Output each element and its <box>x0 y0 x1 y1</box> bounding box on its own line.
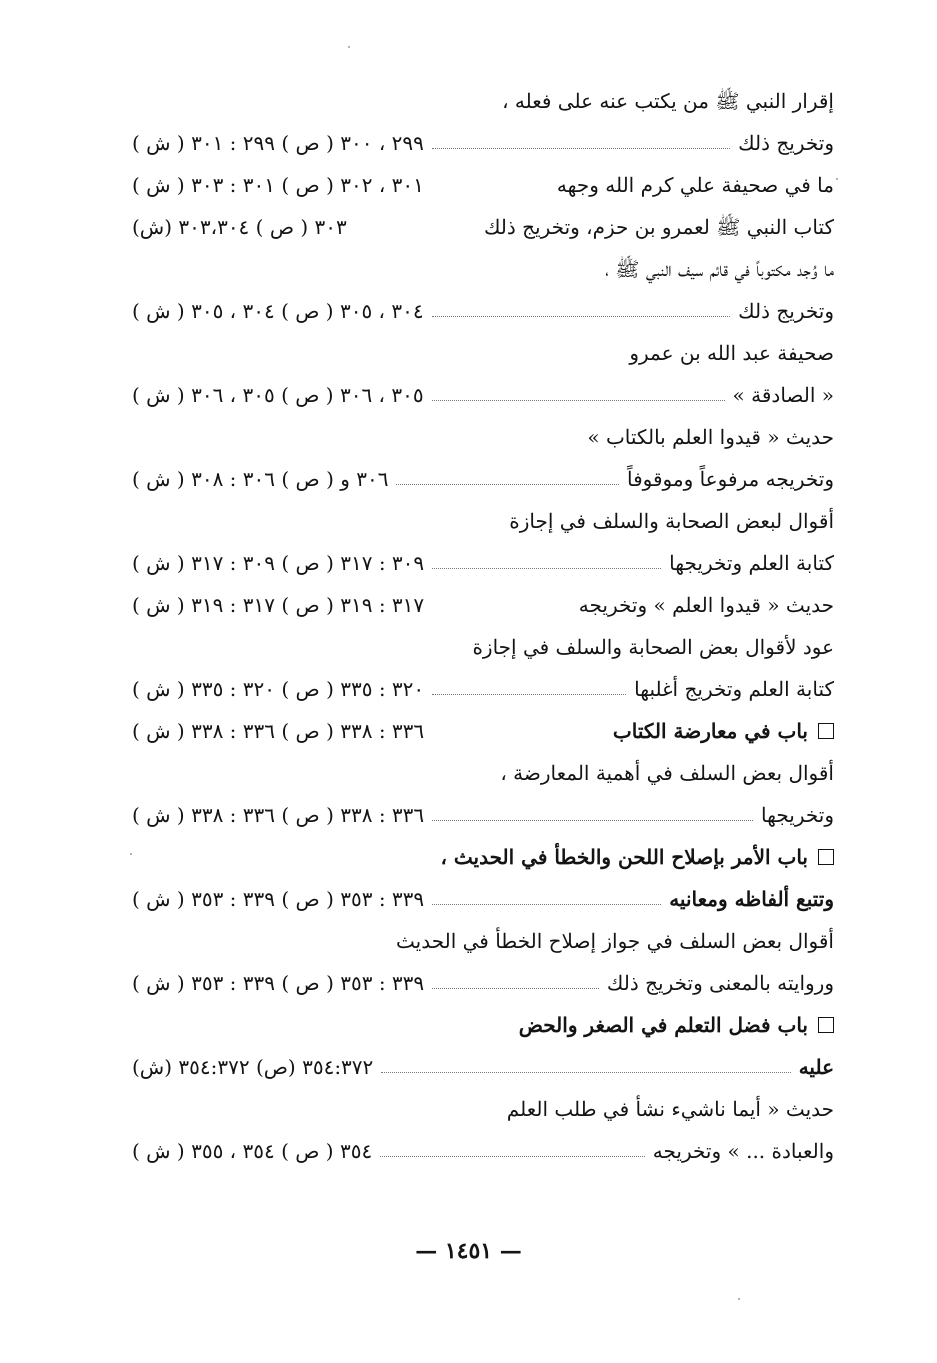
index-entry <box>132 332 834 374</box>
page-references: ٣٣٦ : ٣٣٨ ( ص ) ٣٣٦ : ٣٣٨ ( ش ) <box>132 719 425 743</box>
index-entry <box>132 920 834 962</box>
entry-title: وتخريج ذلك <box>738 131 834 155</box>
index-entry <box>132 1004 834 1046</box>
entry-title: كتاب النبي ﷺ لعمرو بن حزم، وتخريج ذلك <box>483 215 834 239</box>
entry-title: أقوال لبعض الصحابة والسلف في إجازة <box>509 509 834 533</box>
index-entry <box>132 878 834 920</box>
index-entry <box>132 1046 834 1088</box>
entry-title: عليه <box>798 1055 834 1079</box>
scan-speck <box>836 178 838 180</box>
entry-title: وتخريجه مرفوعاً وموقوفاً <box>626 467 834 491</box>
scan-speck <box>348 46 350 48</box>
index-entry <box>132 80 834 122</box>
page-references: ٣٣٩ : ٣٥٣ ( ص ) ٣٣٩ : ٣٥٣ ( ش ) <box>132 971 425 995</box>
entry-title: وروايته بالمعنى وتخريج ذلك <box>606 971 834 995</box>
page-references: ٣٠٤ ، ٣٠٥ ( ص ) ٣٠٤ ، ٣٠٥ ( ش ) <box>132 299 424 323</box>
dot-leader <box>432 988 599 989</box>
index-entry <box>132 794 834 836</box>
index-entry <box>132 584 834 626</box>
page-references: ٣١٧ : ٣١٩ ( ص ) ٣١٧ : ٣١٩ ( ش ) <box>132 593 425 617</box>
dot-leader <box>432 316 731 317</box>
dot-leader <box>432 568 661 569</box>
index-entry <box>132 1088 834 1130</box>
entry-title: صحيفة عبد الله بن عمرو <box>629 341 834 365</box>
entry-title: باب فضل التعلم في الصغر والحض <box>518 1013 808 1037</box>
entry-title: « الصادقة » <box>732 383 834 407</box>
page-references: ٣٥٤ ( ص ) ٣٥٤ ، ٣٥٥ ( ش ) <box>132 1139 373 1163</box>
index-entry <box>132 1130 834 1172</box>
dot-leader <box>432 904 661 905</box>
index-entry <box>132 164 834 206</box>
index-entry <box>132 836 834 878</box>
page-references: ٣٠١ ، ٣٠٢ ( ص ) ٣٠١ : ٣٠٣ ( ش ) <box>132 173 424 197</box>
entry-title: كتابة العلم وتخريج أغلبها <box>634 677 834 701</box>
index-entry <box>132 626 834 668</box>
page-number: — ١٤٥١ — <box>415 1238 522 1264</box>
checkbox-square-icon <box>818 849 834 865</box>
dot-leader <box>432 694 626 695</box>
page-references: ٣٠٦ و ( ص ) ٣٠٦ : ٣٠٨ ( ش ) <box>132 467 389 491</box>
entry-title: وتتبع ألفاظه ومعانيه <box>669 887 834 911</box>
entry-title: باب في معارضة الكتاب <box>612 719 808 743</box>
index-entry <box>132 710 834 752</box>
index-entry <box>132 752 834 794</box>
entry-title: حديث « قيدوا العلم بالكتاب » <box>587 425 834 449</box>
page-references: ٣٠٩ : ٣١٧ ( ص ) ٣٠٩ : ٣١٧ ( ش ) <box>132 551 425 575</box>
entry-title: والعبادة ... » وتخريجه <box>652 1139 834 1163</box>
entry-title: كتابة العلم وتخريجها <box>669 551 834 575</box>
dot-leader <box>396 484 619 485</box>
entry-title: باب الأمر بإصلاح اللحن والخطأ في الحديث ، <box>440 845 808 869</box>
index-entry <box>132 290 834 332</box>
index-entry <box>132 206 834 248</box>
checkbox-square-icon <box>818 723 834 739</box>
entry-title: أقوال بعض السلف في جواز إصلاح الخطأ في الحديث <box>395 929 834 953</box>
index-entry <box>132 458 834 500</box>
dot-leader <box>432 820 753 821</box>
dot-leader <box>432 148 730 149</box>
entry-title: عود لأقوال بعض الصحابة والسلف في إجازة <box>472 635 834 659</box>
dot-leader <box>380 1156 645 1157</box>
scan-speck <box>738 1298 740 1300</box>
entry-title: وتخريج ذلك <box>738 299 834 323</box>
entry-title: حديث « أيما ناشيء نشأ في طلب العلم <box>506 1097 834 1121</box>
page-references: ٣٢٠ : ٣٣٥ ( ص ) ٣٢٠ : ٣٣٥ ( ش ) <box>132 677 425 701</box>
page-references: ٢٩٩ ، ٣٠٠ ( ص ) ٢٩٩ : ٣٠١ ( ش ) <box>132 131 424 155</box>
index-entry <box>132 542 834 584</box>
dot-leader <box>381 1072 790 1073</box>
index-entry <box>132 500 834 542</box>
page-references: ٣٠٥ ، ٣٠٦ ( ص ) ٣٠٥ ، ٣٠٦ ( ش ) <box>132 383 424 407</box>
page-references: ٣٥٤:٣٧٢ (ص) ٣٥٤:٣٧٢ (ش) <box>132 1055 374 1079</box>
entry-title: ما وُجد مكتوباً في قائم سيف النبي ﷺ ، <box>605 257 834 281</box>
entry-title: وتخريجها <box>761 803 834 827</box>
page-references: ٣٣٩ : ٣٥٣ ( ص ) ٣٣٩ : ٣٥٣ ( ش ) <box>132 887 425 911</box>
index-entry <box>132 668 834 710</box>
dot-leader <box>432 400 725 401</box>
index-entries <box>132 80 834 1172</box>
checkbox-square-icon <box>818 1017 834 1033</box>
entry-title: أقوال بعض السلف في أهمية المعارضة ، <box>500 761 834 785</box>
index-entry <box>132 122 834 164</box>
index-entry <box>132 962 834 1004</box>
index-entry <box>132 416 834 458</box>
scan-speck <box>130 853 132 855</box>
page-references: ٣٠٣ ( ص ) ٣٠٣،٣٠٤ (ش) <box>132 215 347 239</box>
index-entry <box>132 248 834 290</box>
entry-title: ما في صحيفة علي كرم الله وجهه <box>556 173 834 197</box>
index-entry <box>132 374 834 416</box>
page-references: ٣٣٦ : ٣٣٨ ( ص ) ٣٣٦ : ٣٣٨ ( ش ) <box>132 803 425 827</box>
entry-title: إقرار النبي ﷺ من يكتب عنه على فعله ، <box>502 89 834 113</box>
entry-title: حديث « قيدوا العلم » وتخريجه <box>578 593 834 617</box>
